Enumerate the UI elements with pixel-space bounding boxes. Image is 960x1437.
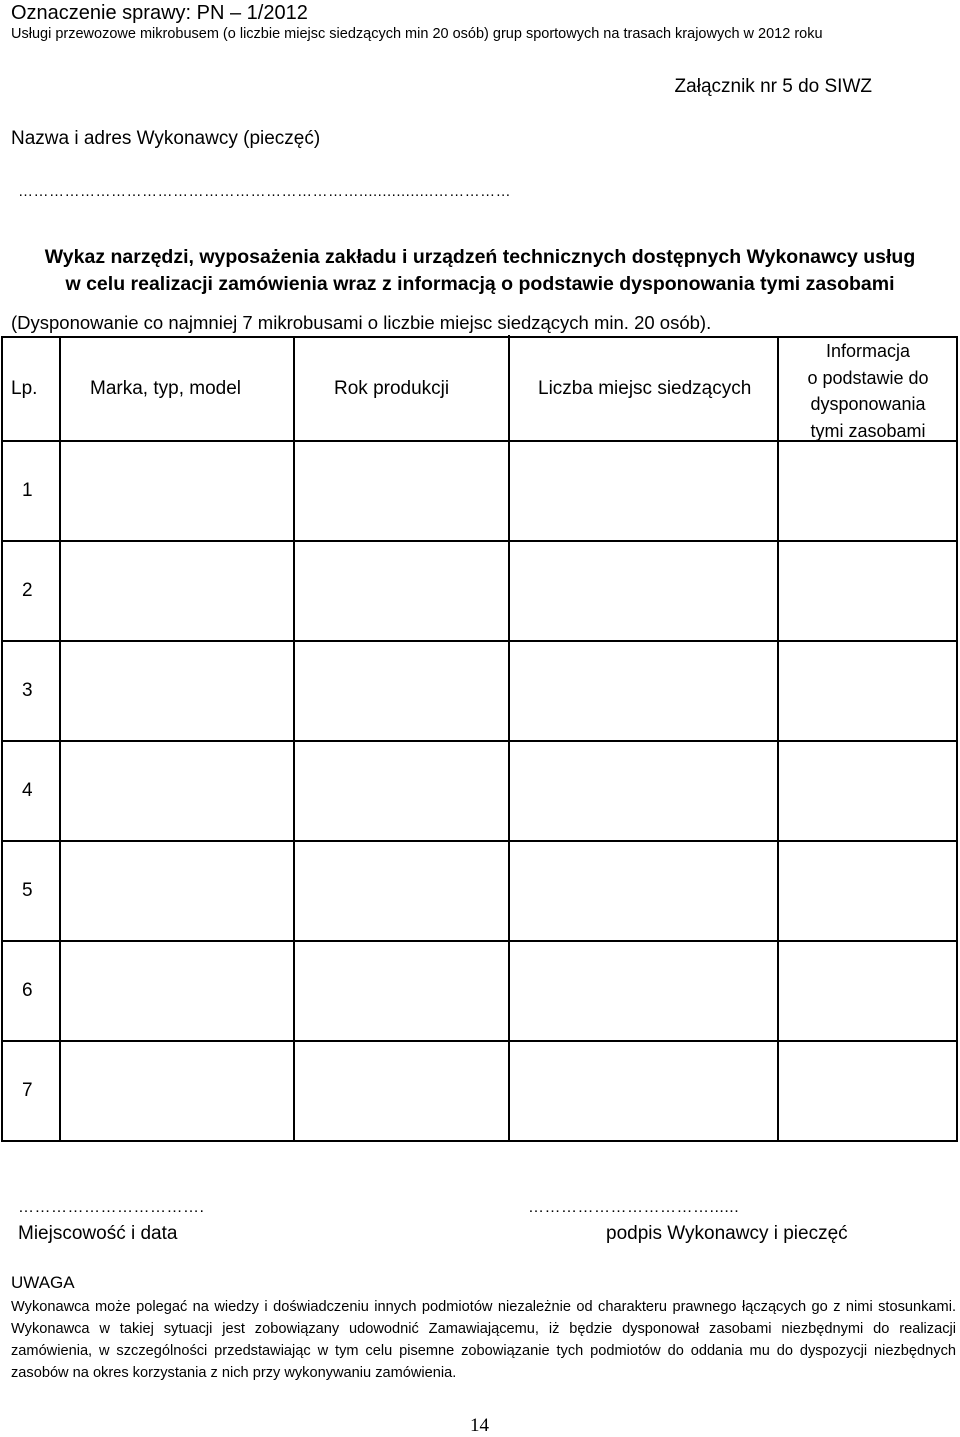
header-info-line-4: tymi zasobami	[810, 420, 926, 441]
table-divider-4	[777, 338, 779, 1142]
table-divider-1	[59, 338, 61, 1142]
row-line	[1, 1040, 958, 1042]
notice-text: Wykonawca może polegać na wiedzy i doświadczeniu innych podmiotów niezależnie od charakteru prawnego łączących go z nimi stosunkami. Wykonawca w takiej sytuacji jest zobowiązany udowodnić Zamawiającemu, iż będzie dysponował zasobami niezbędnymi do realizacji zamówienia, w szczególności przedstawiając w tym celu pisemne zobowiązanie tych podmiotów do oddania mu do dyspozycji niezbędnych zasobów na okres korzystania z nich przy wykonywaniu zamówienia.	[11, 1299, 956, 1381]
case-reference: Oznaczenie sprawy: PN – 1/2012	[11, 2, 308, 24]
row-line	[1, 840, 958, 842]
header-brand: Marka, typ, model	[90, 378, 241, 399]
document-subtitle: Usługi przewozowe mikrobusem (o liczbie miejsc siedzących min 20 osób) grup sportowych na trasach krajowych w 2012 roku	[11, 26, 823, 42]
row-number: 4	[22, 780, 33, 801]
row-line	[1, 740, 958, 742]
place-date-dots: …………………………….	[18, 1199, 205, 1216]
requirement-note: (Dysponowanie co najmniej 7 mikrobusami o liczbie miejsc siedzących min. 20 osób).	[11, 312, 712, 333]
title-line-2: w celu realizacji zamówienia wraz z informacją o podstawie dysponowania tymi zasobami	[65, 273, 895, 295]
contractor-dots: …………………………………………………………................……………	[18, 183, 512, 200]
header-year: Rok produkcji	[334, 378, 450, 399]
page-number: 14	[470, 1415, 489, 1436]
title-line-1: Wykaz narzędzi, wyposażenia zakładu i urządzeń technicznych dostępnych Wykonawcy usług	[44, 246, 916, 268]
row-number: 2	[22, 580, 33, 601]
document-title	[0, 244, 960, 298]
row-number: 3	[22, 680, 33, 701]
header-info-line-3: dysponowania	[810, 394, 926, 414]
row-line	[1, 940, 958, 942]
attachment-label: Załącznik nr 5 do SIWZ	[674, 76, 872, 97]
place-date-label: Miejscowość i data	[18, 1223, 178, 1244]
table-border-bottom	[1, 1140, 958, 1142]
signature-dots: ……………………………......	[528, 1199, 740, 1216]
signature-label: podpis Wykonawcy i pieczęć	[606, 1223, 848, 1244]
header-info-line-2: o podstawie do	[807, 367, 929, 388]
header-info-line-1: Informacja	[825, 341, 911, 361]
header-info	[783, 338, 953, 444]
contractor-label: Nazwa i adres Wykonawcy (pieczęć)	[11, 128, 321, 149]
header-seats: Liczba miejsc siedzących	[538, 378, 752, 399]
header-lp: Lp.	[11, 378, 38, 399]
row-number: 7	[22, 1080, 33, 1101]
table-divider-3	[508, 335, 510, 1142]
table-border-right	[956, 338, 958, 1142]
table-border-left	[1, 338, 3, 1142]
row-line	[1, 640, 958, 642]
row-number: 6	[22, 980, 33, 1001]
notice-heading: UWAGA	[11, 1273, 75, 1292]
row-number: 5	[22, 880, 33, 901]
row-line	[1, 540, 958, 542]
table-divider-2	[293, 338, 295, 1142]
row-number: 1	[22, 480, 33, 501]
